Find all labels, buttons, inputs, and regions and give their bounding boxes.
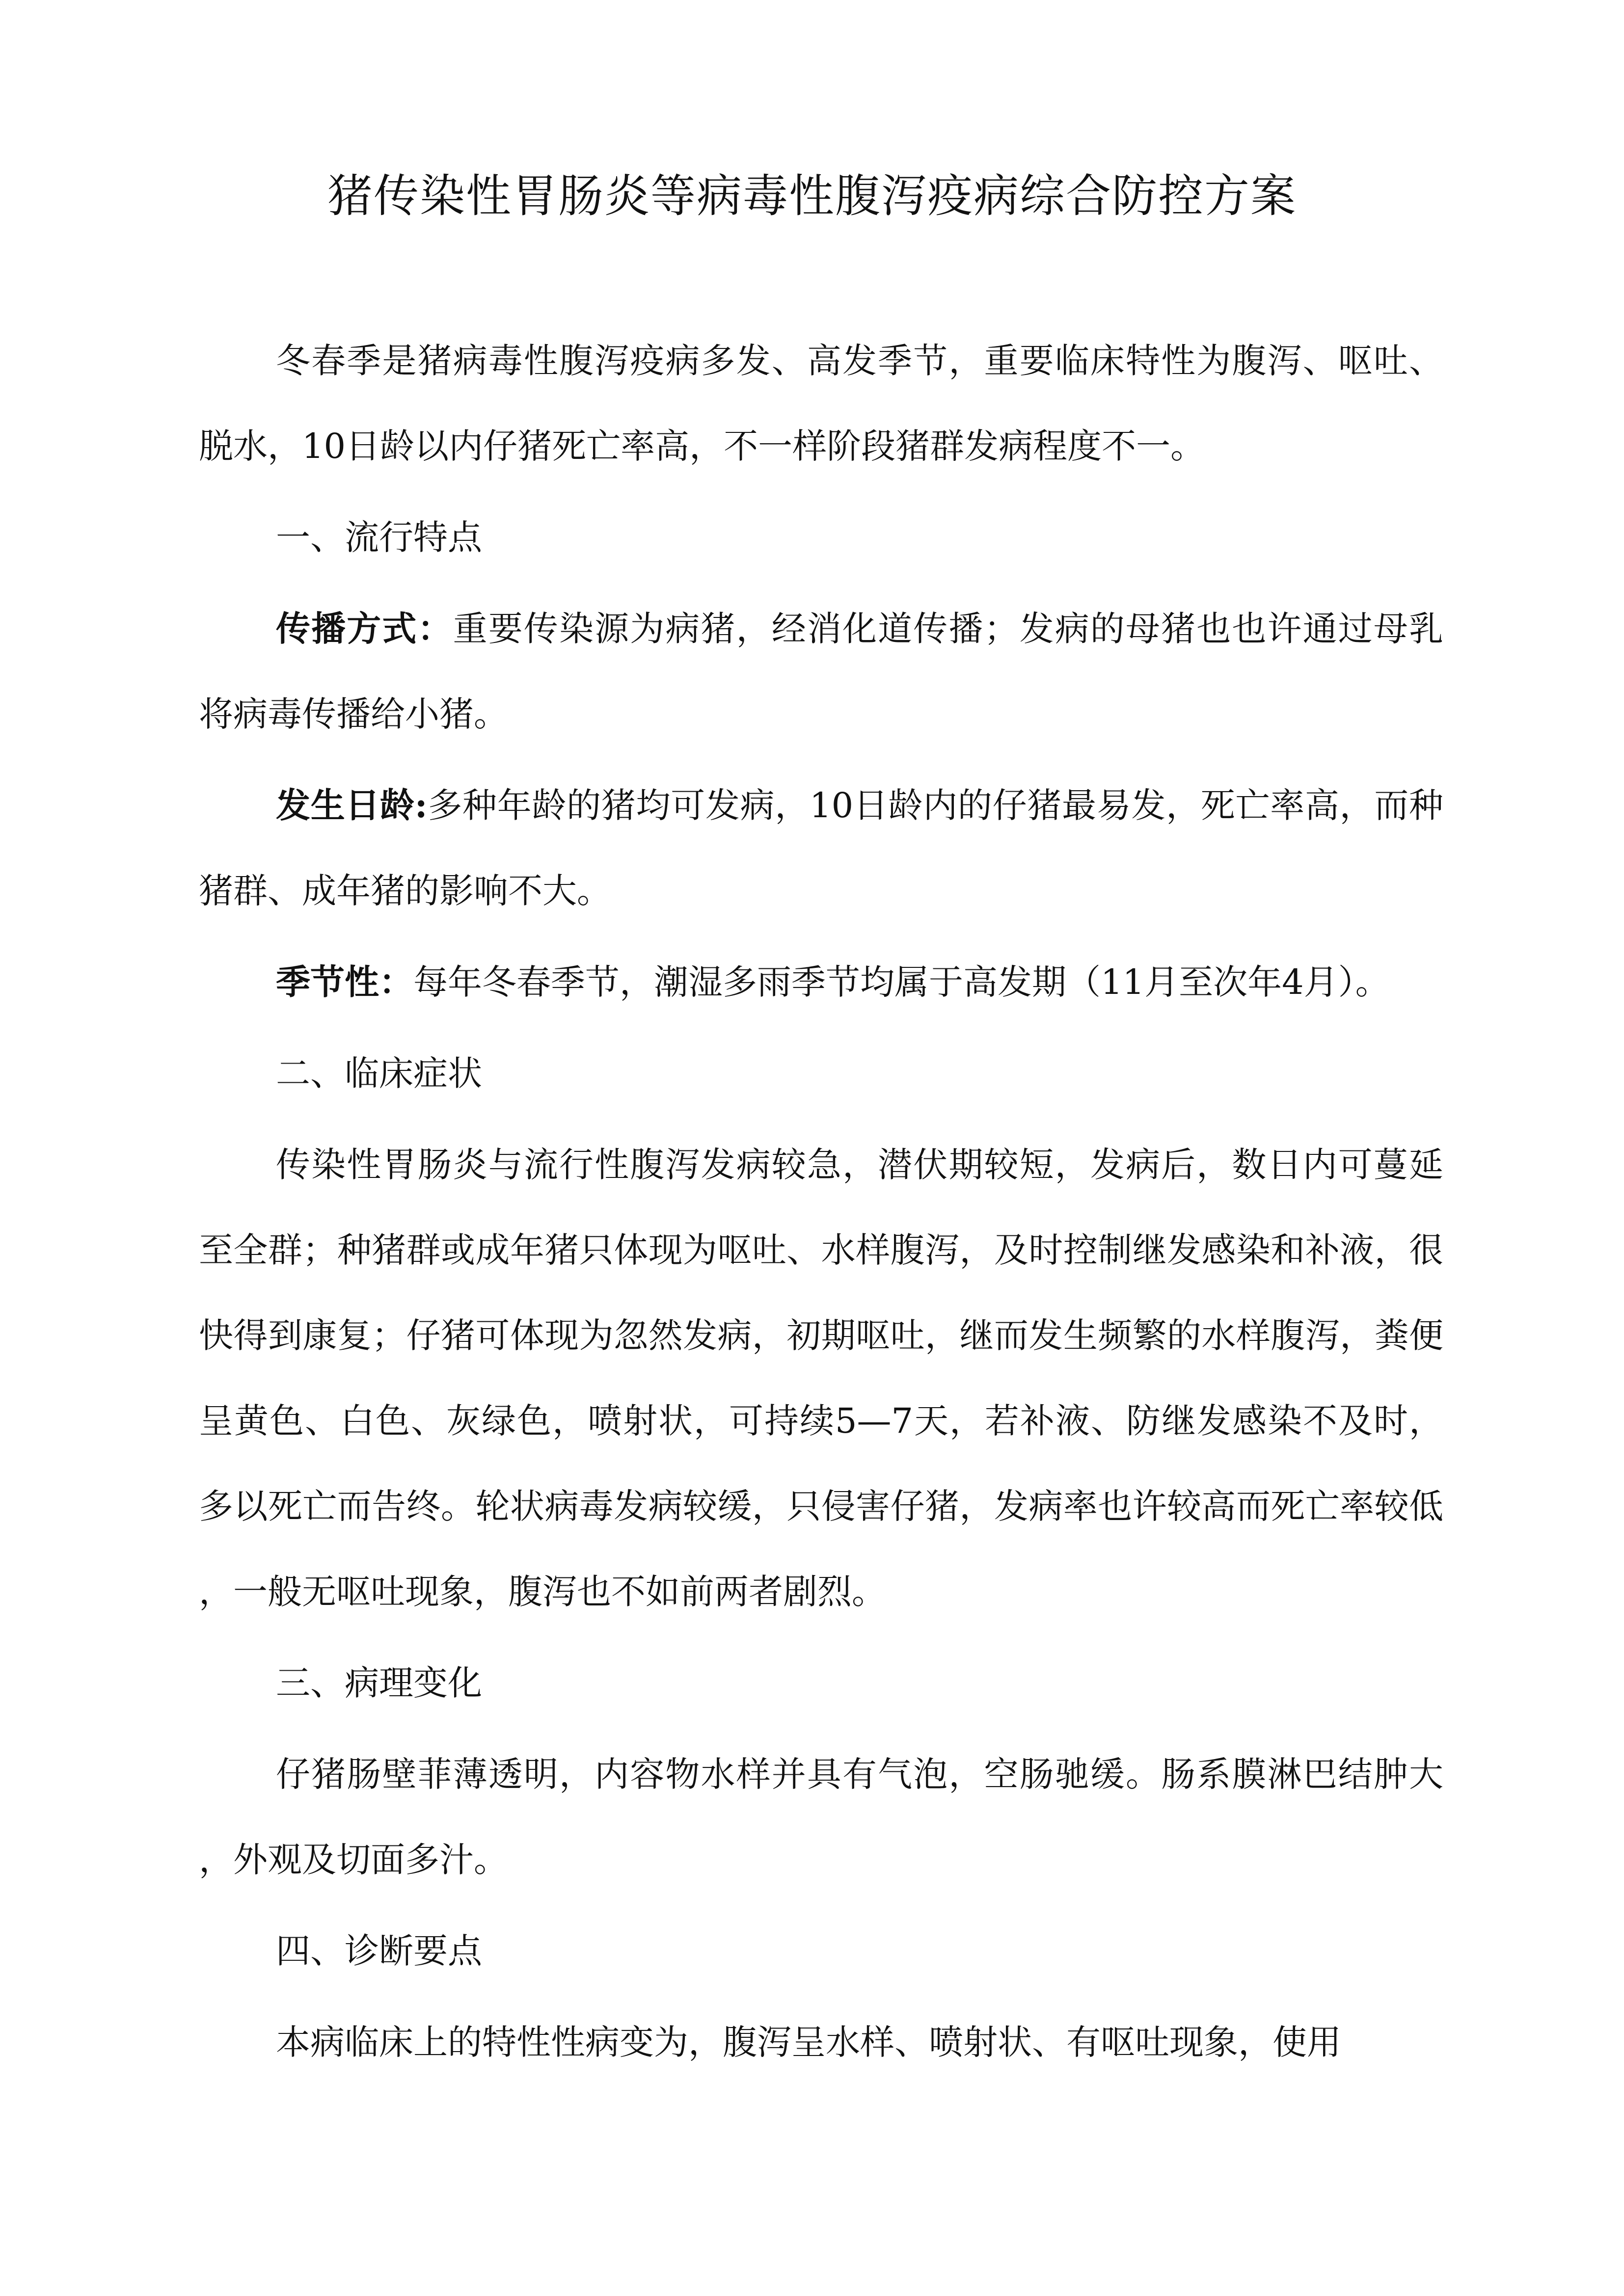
transmission-text: 重要传染源为病猪，经消化道传播；发病的母猪也也许通过母乳将病毒传播给小猪。 xyxy=(199,609,1443,734)
pathology-paragraph: 仔猪肠壁菲薄透明，内容物水样并具有气泡，空肠驰缓。肠系膜淋巴结肿大，外观及切面多汁。 xyxy=(199,1754,1443,1880)
section-heading-epidemiology: 一、流行特点 xyxy=(276,517,482,558)
diagnosis-paragraph: 本病临床上的特性性病变为，腹泻呈水样、喷射状、有呕吐现象，使用 xyxy=(276,2022,1341,2062)
section-heading-diagnosis: 四、诊断要点 xyxy=(276,1931,482,1971)
season-text: 每年冬春季节，潮湿多雨季节均属于高发期（11月至次年4月）。 xyxy=(413,962,1390,1002)
transmission-paragraph xyxy=(199,586,1443,757)
age-text: 多种年龄的猪均可发病，10日龄内的仔猪最易发，死亡率高，而种猪群、成年猪的影响不大。 xyxy=(199,785,1443,911)
season-label: 季节性： xyxy=(276,961,413,1002)
document-title: 猪传染性胃肠炎等病毒性腹泻疫病综合防控方案 xyxy=(327,170,1297,222)
document-body xyxy=(199,318,1443,2091)
symptoms-paragraph: 传染性胃肠炎与流行性腹泻发病较急，潜伏期较短，发病后，数日内可蔓延至全群；种猪群或成年猪只体现为呕吐、水样腹泻，及时控制继发感染和补液，很快得到康复；仔猪可体现为忽然发病，初期呕吐，继而发生频繁的水样腹泻，粪便呈黄色、白色、灰绿色，喷射状，可持续5—7天，若补液、防继发感染不及时，多以死亡而告终。轮状病毒发病较缓，只侵害仔猪，发病率也许较高而死亡率较低，一般无呕吐现象，腹泻也不如前两者剧烈。 xyxy=(199,1145,1443,1612)
age-label: 发生日龄: xyxy=(276,785,428,826)
intro-paragraph: 冬春季是猪病毒性腹泻疫病多发、高发季节，重要临床特性为腹泻、呕吐、脱水，10日龄以内仔猪死亡率高，不一样阶段猪群发病程度不一。 xyxy=(199,341,1443,466)
section-heading-symptoms: 二、临床症状 xyxy=(276,1053,482,1094)
section-heading-pathology: 三、病理变化 xyxy=(276,1663,482,1703)
transmission-label: 传播方式： xyxy=(276,608,453,649)
season-paragraph xyxy=(199,939,1443,1025)
age-paragraph xyxy=(199,763,1443,934)
